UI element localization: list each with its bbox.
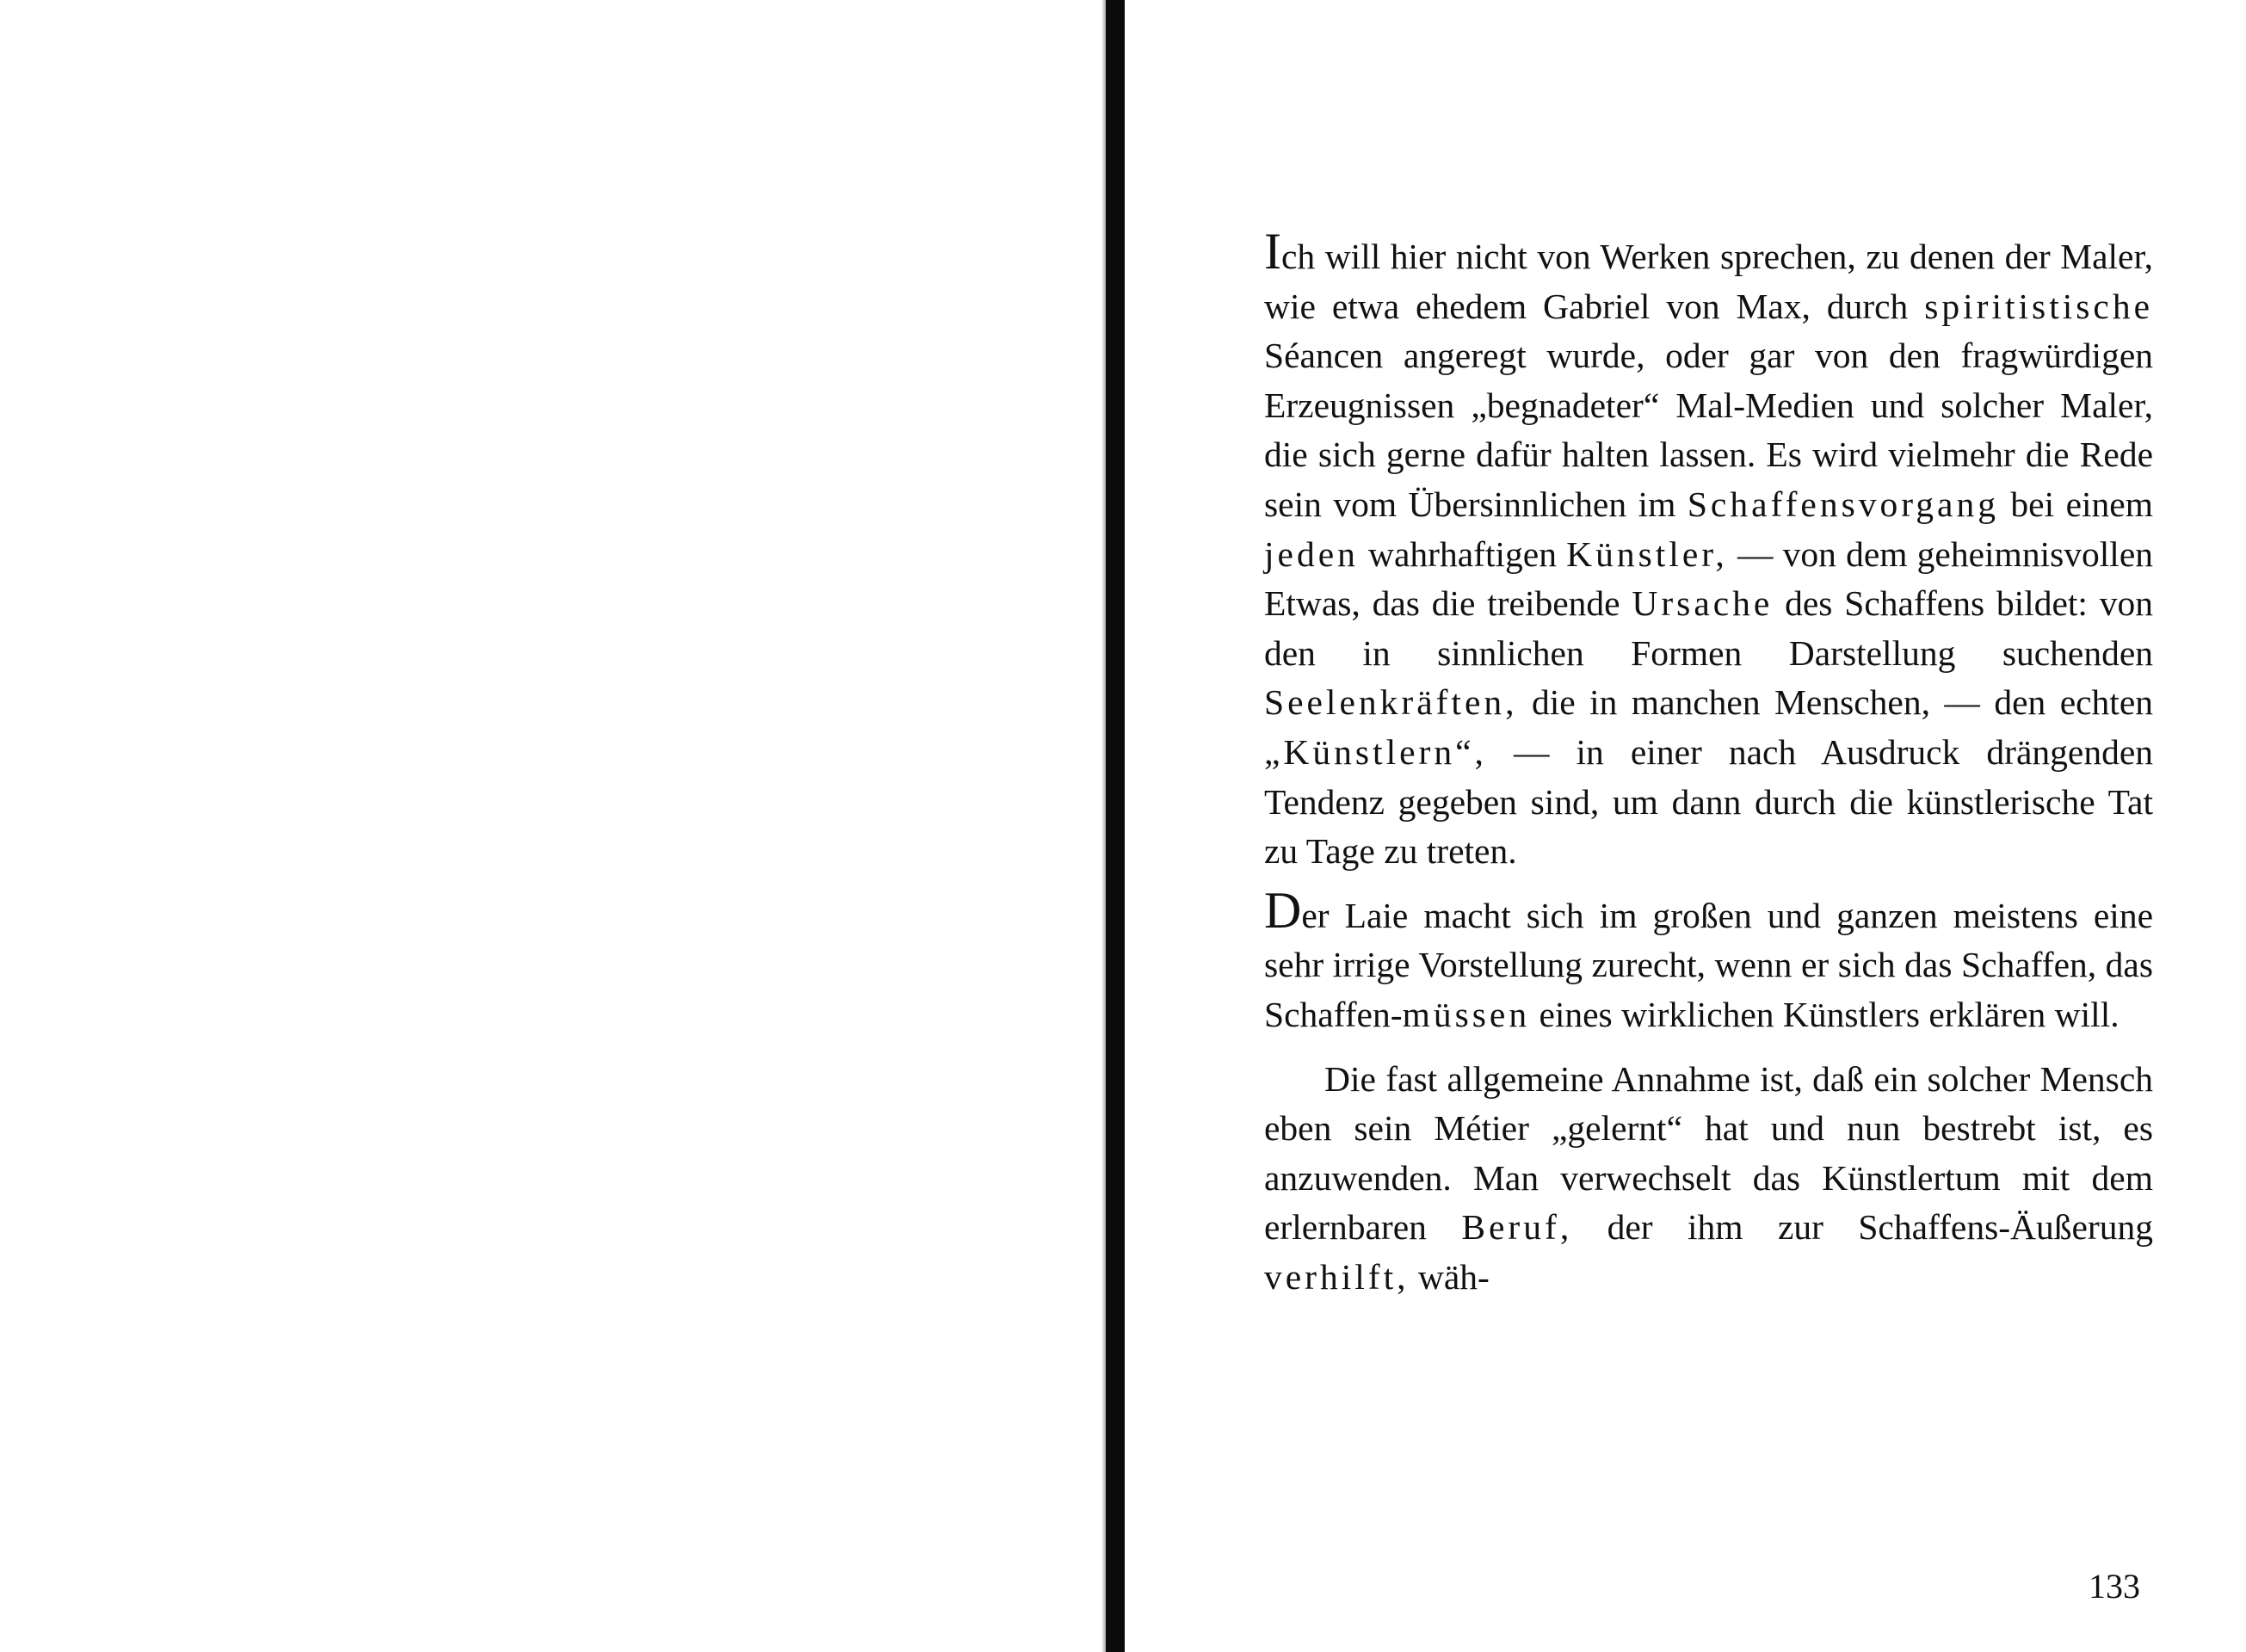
text-segment: wahrhaftigen (1358, 533, 1567, 574)
text-segment: die in manchen Menschen, — den echten (1517, 682, 2153, 723)
text-segment-spaced: Künstler, (1566, 533, 1728, 574)
text-segment: Séancen angeregt wurde, oder gar von den fragwürdigen Erzeugnissen „begnadeter“ Mal-Medien und solcher Maler, die sich gerne dafür halten lassen. Es wird vielmehr die Rede sein vom Übersinnlichen im (1264, 336, 2153, 524)
book-gutter (1106, 0, 1125, 1652)
text-segment: Die fast allgemeine Annahme ist, daß ein solcher Mensch eben sein Métier „gelernt“ hat und nun bestrebt ist, es anzuwenden. Man verwechselt das Künstlertum mit dem erlernbaren (1264, 1058, 2153, 1248)
paragraph-1 (1264, 223, 2153, 877)
drop-letter: I (1264, 223, 1281, 280)
text-segment: eines wirklichen Künstlers erklären will. (1530, 994, 2120, 1034)
text-segment: — von dem geheimnisvollen Etwas, das die treibende (1264, 533, 2153, 624)
paragraph-3 (1264, 1055, 2153, 1303)
drop-letter: D (1264, 881, 1302, 939)
text-segment-spaced: Beruf, (1461, 1207, 1573, 1248)
text-segment: — in einer nach Ausdruck drängenden Tendenz gegeben sind, um dann durch die künstlerische Tat zu Tage zu treten. (1264, 731, 2153, 872)
text-segment: wäh- (1409, 1256, 1490, 1297)
paragraph-2 (1264, 881, 2153, 1040)
text-segment-spaced: spiritistische (1924, 286, 2153, 326)
left-page-blank (0, 0, 1106, 1652)
text-segment-spaced: „Künstlern“, (1264, 731, 1487, 772)
text-segment: der ihm zur Schaffens-Äußerung (1572, 1207, 2154, 1248)
text-segment-spaced: Ursache (1632, 583, 1774, 624)
text-segment: ch will hier nicht von Werken sprechen, zu denen der Maler, wie etwa ehedem Gabriel von Max, durch (1264, 237, 2153, 326)
text-segment-spaced: müssen (1402, 994, 1531, 1034)
body-text (1264, 223, 2154, 1302)
page-number: 133 (2089, 1567, 2140, 1606)
text-segment-spaced: verhilft, (1264, 1256, 1410, 1297)
text-segment-spaced: jeden (1264, 533, 1359, 574)
text-segment-spaced: Schaffensvorgang (1687, 484, 1999, 524)
text-segment: er Laie macht sich im großen und ganzen meistens eine sehr irrige Vorstellung zurecht, wenn er sich das Schaffen, das Schaffen- (1264, 895, 2153, 1034)
text-segment: des Schaffens bildet: von den in sinnlichen Formen Darstellung suchenden (1264, 583, 2153, 673)
right-page (1125, 0, 2246, 1652)
text-segment-spaced: Seelenkräften, (1264, 682, 1518, 723)
text-segment: bei einem (1998, 484, 2153, 524)
